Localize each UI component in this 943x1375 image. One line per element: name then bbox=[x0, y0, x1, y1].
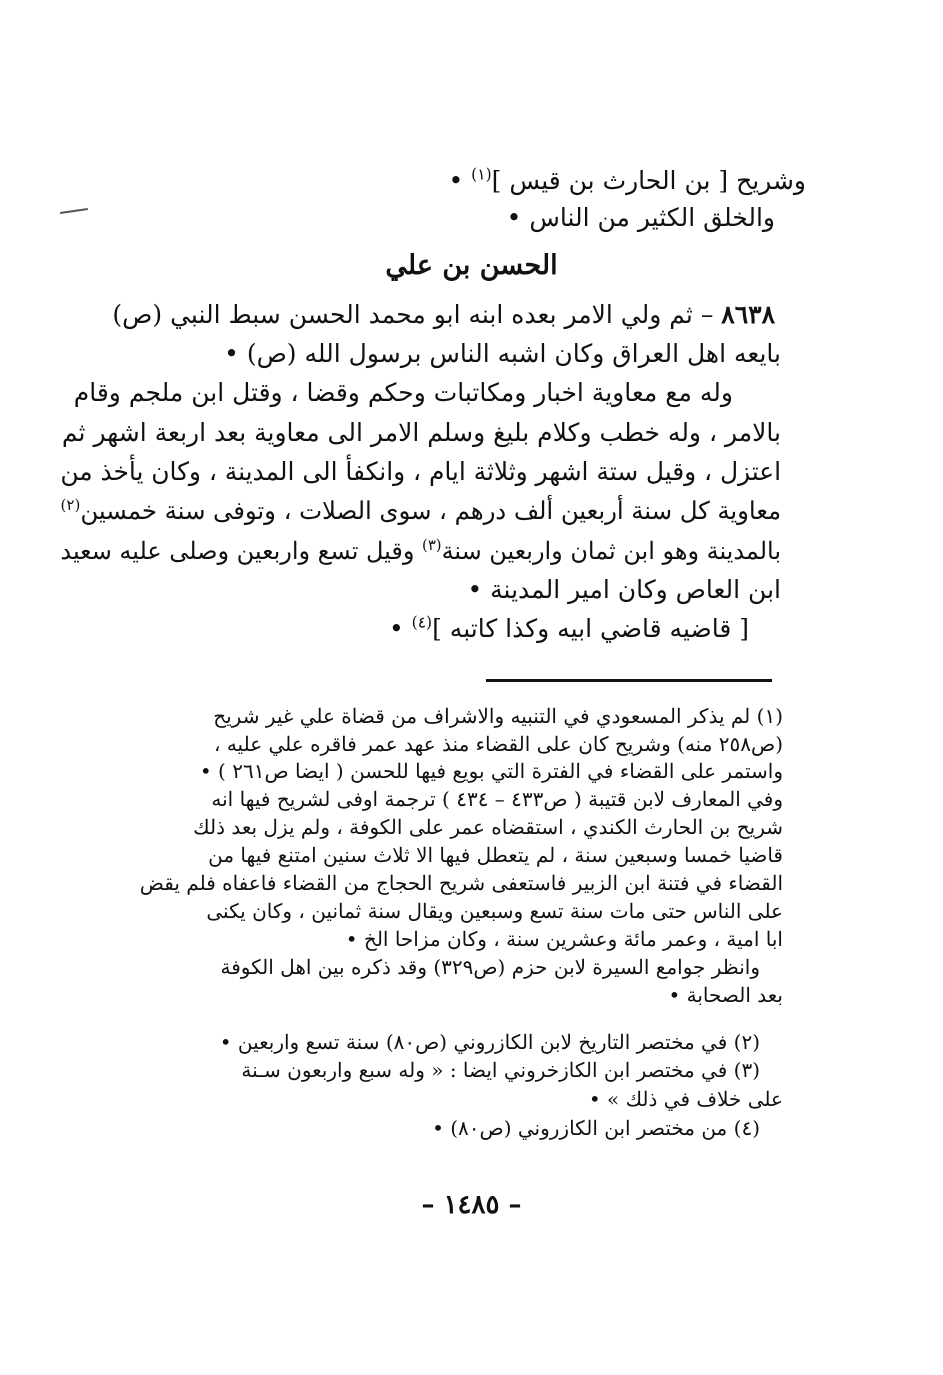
entry-line-8: ابن العاص وكان امير المدينة • bbox=[467, 575, 781, 604]
entry-line-7: بالمدينة وهو ابن ثمان واربعين سنة$^{(٣)}$ وقيل تسع واربعين وصلى عليه سعيد bbox=[60, 537, 781, 565]
section-title: الحسن بن علي bbox=[385, 250, 558, 281]
footnote-1-line: واستمر على القضاء في الفترة التي بويع فيها للحسن ( ايضا ص٢٦١ ) • bbox=[199, 759, 783, 783]
footnote-separator bbox=[486, 679, 772, 682]
footnote-2: (٢) في مختصر التاريخ لابن الكازروني (ص٨٠) سنة تسع واربعين • bbox=[219, 1030, 760, 1054]
page-number: – ١٤٨٥ – bbox=[421, 1190, 522, 1220]
entry-line-3: وله مع معاوية اخبار ومكاتبات وحكم وقضا ، وقتل ابن ملجم وقام bbox=[73, 378, 733, 407]
footnote-1-line: وانظر جوامع السيرة لابن حزم (ص٣٢٩) وقد ذكره بين اهل الكوفة bbox=[220, 955, 760, 979]
entry-line-9: [ قاضيه قاضي ابيه وكذا كاتبه ]$^{(٤)}$ • bbox=[388, 613, 749, 643]
footnote-ref-4[interactable]: (٤) bbox=[411, 613, 433, 632]
footnote-1-line: وفي المعارف لابن قتيبة ( ص٤٣٣ – ٤٣٤ ) ترجمة اوفى لشريح فيها انه bbox=[211, 787, 783, 811]
footnote-1-line: ابا امية ، وعمر مائة وعشرين سنة ، وكان مزاحا الخ • bbox=[345, 927, 783, 951]
stray-pen-mark bbox=[60, 208, 88, 214]
entry-number: ٨٦٣٨ bbox=[721, 300, 775, 329]
footnote-3-line: على خلاف في ذلك » • bbox=[588, 1087, 783, 1111]
footnote-1-line: بعد الصحابة • bbox=[668, 983, 783, 1007]
footnote-4: (٤) من مختصر ابن الكازروني (ص٨٠) • bbox=[432, 1116, 760, 1140]
footnote-ref-2[interactable]: (٢) bbox=[60, 495, 81, 514]
footnote-3-line: (٣) في مختصر ابن الكازخروني ايضا : « وله سبع واربعون سـنة bbox=[241, 1058, 760, 1082]
entry-line-2: بايعه اهل العراق وكان اشبه الناس برسول الله (ص) • bbox=[224, 339, 781, 368]
footnote-1-line: (١) لم يذكر المسعودي في التنبيه والاشراف من قضاة علي غير شريح bbox=[213, 704, 783, 728]
entry-line-5: اعتزل ، وقيل ستة اشهر وثلاثة ايام ، وانكفأ الى المدينة ، وكان يأخذ من bbox=[60, 457, 781, 486]
footnote-1-line: قاضيا خمسا وسبعين سنة ، لم يتعطل فيها الا ثلاث سنين امتنع فيها من bbox=[208, 843, 783, 867]
intro-line-1: وشريح [ بن الحارث بن قيس ]$^{(١)}$ • bbox=[448, 165, 806, 195]
entry-line-1: ٨٦٣٨ – ثم ولي الامر بعده ابنه ابو محمد الحسن سبط النبي (ص) bbox=[112, 300, 775, 329]
footnote-ref-3[interactable]: (٣) bbox=[422, 537, 442, 555]
entry-line-4: بالامر ، وله خطب وكلام بليغ وسلم الامر الى معاوية بعد اربعة اشهر ثم bbox=[61, 418, 781, 447]
footnote-1-line: القضاء في فتنة ابن الزبير فاستعفى شريح الحجاج من القضاء فاعفاه فلم يقض bbox=[139, 871, 783, 895]
footnote-1-line: شريح بن الحارث الكندي ، استقضاه عمر على الكوفة ، ولم يزل بعد ذلك bbox=[193, 815, 783, 839]
footnote-1-line: على الناس حتى مات سنة تسع وسبعين ويقال سنة ثمانين ، وكان يكنى bbox=[206, 899, 783, 923]
entry-line-6: معاوية كل سنة أربعين ألف درهم ، سوى الصلات ، وتوفى سنة خمسين$^{(٢)}$ bbox=[60, 495, 781, 525]
footnote-ref-1[interactable]: (١) bbox=[471, 165, 492, 184]
footnote-1-line: (ص٢٥٨ منه) وشريح كان على القضاء منذ عهد عمر فاقره علي عليه ، bbox=[214, 732, 783, 756]
intro-line-2: والخلق الكثير من الناس • bbox=[506, 203, 775, 232]
